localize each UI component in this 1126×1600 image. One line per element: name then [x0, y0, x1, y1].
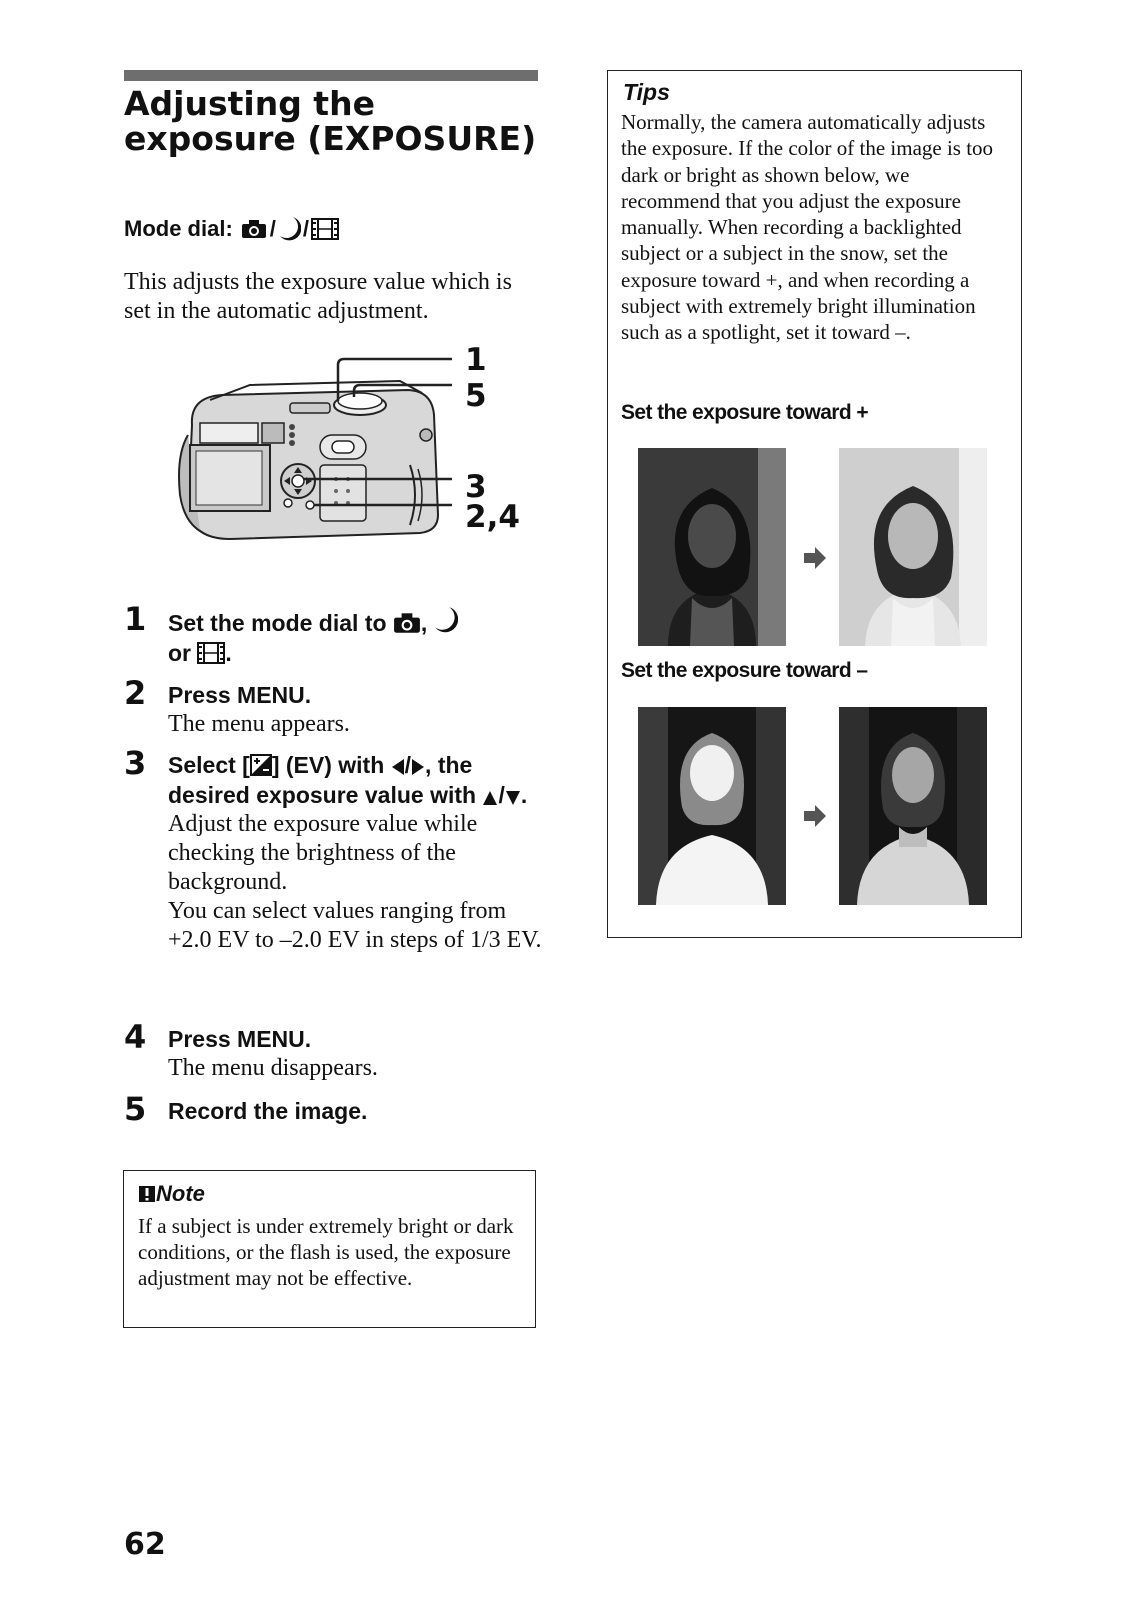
note-title-text: Note	[156, 1181, 205, 1206]
step-number: 1	[124, 600, 147, 638]
step-number: 4	[124, 1018, 147, 1056]
mode-dial-separator: /	[269, 216, 276, 241]
minus-heading: Set the exposure toward –	[621, 659, 868, 682]
step-heading	[168, 606, 544, 668]
corrected-spotlight-portrait-photo	[839, 707, 987, 905]
intro-text: This adjusts the exposure value which is set in the automatic adjustment.	[124, 269, 512, 324]
left-triangle-icon	[391, 758, 405, 776]
callout-2-4: 2,4	[465, 499, 520, 535]
mode-dial-line	[124, 216, 339, 242]
movie-film-icon	[311, 218, 339, 240]
step-number: 3	[124, 744, 147, 782]
down-triangle-icon	[505, 790, 521, 806]
note-icon	[138, 1185, 156, 1203]
step-2	[124, 674, 544, 739]
step-heading	[168, 750, 544, 810]
title-rule	[124, 70, 538, 81]
callout-3: 3	[465, 469, 487, 505]
twilight-moon-icon	[434, 606, 458, 634]
step-heading-period: .	[225, 640, 232, 666]
callout-1: 1	[465, 342, 487, 378]
note-box	[123, 1170, 536, 1328]
step-number: 2	[124, 674, 147, 712]
tips-text: Normally, the camera automatically adjusts the exposure. If the color of the image is too dark or bright as shown below, we recommend that you adjust the exposure manually. When recording a backlighted subject or a subject in the snow, set the exposure toward +, and when recording a subject with extremely bright illumination such as a spotlight, set it toward –.	[621, 110, 994, 345]
dark-portrait-photo	[638, 448, 786, 646]
step-heading-period: .	[520, 782, 528, 808]
step-1	[124, 600, 544, 668]
step-heading-text: Set the mode dial to	[168, 610, 387, 636]
arrow-right-icon	[803, 546, 827, 570]
note-title	[138, 1181, 521, 1207]
step-body: The menu appears.	[168, 711, 350, 737]
camera-icon	[241, 219, 267, 239]
overexposed-portrait-photo	[638, 707, 786, 905]
callout-5: 5	[465, 378, 487, 414]
movie-film-icon	[197, 642, 225, 664]
note-text: If a subject is under extremely bright or dark conditions, or the flash is used, the exposure adjustment may not be effective.	[138, 1214, 514, 1290]
tips-title: Tips	[623, 79, 670, 105]
camera-illustration	[170, 342, 510, 560]
step-5	[124, 1090, 544, 1128]
right-triangle-icon	[411, 758, 425, 776]
step-heading: Record the image.	[168, 1098, 368, 1124]
page-number: 62	[124, 1527, 166, 1562]
step-heading-slash-2: /	[498, 782, 505, 808]
step-3	[124, 744, 544, 955]
step-number: 5	[124, 1090, 147, 1128]
camera-icon	[393, 612, 421, 634]
twilight-moon-icon	[279, 216, 301, 242]
plus-heading: Set the exposure toward +	[621, 401, 868, 424]
corrected-portrait-photo	[839, 448, 987, 646]
ev-exposure-icon	[250, 754, 272, 776]
step-heading-comma: ,	[420, 610, 428, 636]
arrow-right-icon-2	[803, 804, 827, 828]
up-triangle-icon	[482, 790, 498, 806]
step-4	[124, 1018, 544, 1083]
step-body: Adjust the exposure value while checking the brightness of the background.	[168, 811, 478, 895]
tips-box	[607, 70, 1022, 938]
mode-dial-label: Mode dial:	[124, 216, 233, 241]
step-heading-text-3: , the desired exposure value with	[168, 752, 477, 808]
step-heading-slash: /	[404, 752, 412, 778]
step-heading-text: Select [	[168, 752, 250, 778]
step-body: The menu disappears.	[168, 1055, 378, 1081]
step-body-2: You can select values ranging from +2.0 EV to –2.0 EV in steps of 1/3 EV.	[168, 898, 542, 953]
step-heading: Press MENU.	[168, 682, 312, 708]
mode-dial-separator-2: /	[302, 216, 310, 241]
page-title: Adjusting the exposure (EXPOSURE)	[124, 84, 537, 158]
step-heading: Press MENU.	[168, 1026, 312, 1052]
step-heading-or: or	[168, 640, 191, 666]
step-heading-text-2: ] (EV) with	[271, 752, 385, 778]
